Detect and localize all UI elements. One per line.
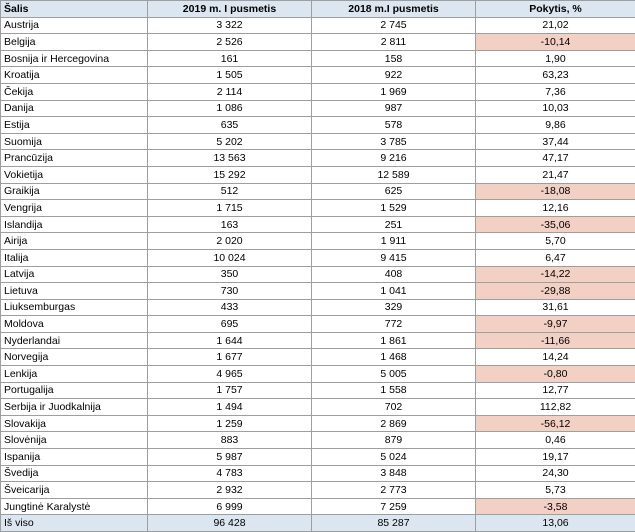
table-row xyxy=(1,249,635,266)
value-2019-cell: 6 999 xyxy=(148,498,312,515)
change-cell: -11,66 xyxy=(476,332,635,349)
value-2018-cell: 12 589 xyxy=(312,166,476,183)
country-cell: Italija xyxy=(1,249,148,266)
change-cell: 21,02 xyxy=(476,17,635,34)
change-cell: 37,44 xyxy=(476,133,635,150)
value-2019-cell: 1 677 xyxy=(148,349,312,366)
change-cell: 21,47 xyxy=(476,166,635,183)
value-2018-cell: 702 xyxy=(312,399,476,416)
column-header-2018: 2018 m.I pusmetis xyxy=(312,1,476,18)
value-2018-cell: 1 041 xyxy=(312,283,476,300)
value-2018-cell: 2 773 xyxy=(312,482,476,499)
table-row xyxy=(1,415,635,432)
country-cell: Kroatija xyxy=(1,67,148,84)
country-cell: Belgija xyxy=(1,34,148,51)
value-2018-cell: 987 xyxy=(312,100,476,117)
value-2019-cell: 512 xyxy=(148,183,312,200)
change-cell: -0,80 xyxy=(476,366,635,383)
table-row xyxy=(1,316,635,333)
change-cell: -18,08 xyxy=(476,183,635,200)
country-cell: Estija xyxy=(1,117,148,134)
value-2019-cell: 2 526 xyxy=(148,34,312,51)
change-cell: -10,14 xyxy=(476,34,635,51)
value-2018-cell: 3 848 xyxy=(312,465,476,482)
table-row xyxy=(1,200,635,217)
table-row xyxy=(1,299,635,316)
table-row xyxy=(1,216,635,233)
change-cell: 19,17 xyxy=(476,449,635,466)
change-cell: -56,12 xyxy=(476,415,635,432)
change-cell: 14,24 xyxy=(476,349,635,366)
table-row xyxy=(1,17,635,34)
table-row xyxy=(1,349,635,366)
value-2018-cell: 251 xyxy=(312,216,476,233)
table-row xyxy=(1,34,635,51)
change-cell: 10,03 xyxy=(476,100,635,117)
country-cell: Austrija xyxy=(1,17,148,34)
change-cell: 0,46 xyxy=(476,432,635,449)
country-cell: Čekija xyxy=(1,83,148,100)
country-cell: Airija xyxy=(1,233,148,250)
change-cell: 7,36 xyxy=(476,83,635,100)
country-cell: Jungtinė Karalystė xyxy=(1,498,148,515)
value-2019-cell: 695 xyxy=(148,316,312,333)
value-2018-cell: 772 xyxy=(312,316,476,333)
table-body xyxy=(1,17,635,515)
change-cell: -35,06 xyxy=(476,216,635,233)
change-cell: 6,47 xyxy=(476,249,635,266)
country-cell: Vengrija xyxy=(1,200,148,217)
column-header-country: Šalis xyxy=(1,1,148,18)
value-2018-cell: 158 xyxy=(312,50,476,67)
country-cell: Vokietija xyxy=(1,166,148,183)
value-2018-cell: 1 861 xyxy=(312,332,476,349)
country-cell: Švedija xyxy=(1,465,148,482)
value-2018-cell: 5 024 xyxy=(312,449,476,466)
change-cell: 12,77 xyxy=(476,382,635,399)
value-2019-cell: 15 292 xyxy=(148,166,312,183)
change-cell: -14,22 xyxy=(476,266,635,283)
country-cell: Graikija xyxy=(1,183,148,200)
value-2019-cell: 433 xyxy=(148,299,312,316)
value-2019-cell: 635 xyxy=(148,117,312,134)
table-row xyxy=(1,133,635,150)
change-cell: -29,88 xyxy=(476,283,635,300)
country-cell: Liuksemburgas xyxy=(1,299,148,316)
value-2018-cell: 1 558 xyxy=(312,382,476,399)
country-cell: Portugalija xyxy=(1,382,148,399)
table-row xyxy=(1,83,635,100)
value-2019-cell: 4 783 xyxy=(148,465,312,482)
value-2018-cell: 408 xyxy=(312,266,476,283)
total-row xyxy=(1,515,635,532)
change-cell: 112,82 xyxy=(476,399,635,416)
column-header-change: Pokytis, % xyxy=(476,1,635,18)
change-cell: 31,61 xyxy=(476,299,635,316)
country-cell: Lietuva xyxy=(1,283,148,300)
change-cell: 24,30 xyxy=(476,465,635,482)
table-row xyxy=(1,366,635,383)
value-2019-cell: 1 494 xyxy=(148,399,312,416)
total-2018: 85 287 xyxy=(312,515,476,532)
table-row xyxy=(1,382,635,399)
country-cell: Slovėnija xyxy=(1,432,148,449)
table-row xyxy=(1,482,635,499)
value-2019-cell: 1 757 xyxy=(148,382,312,399)
value-2019-cell: 1 259 xyxy=(148,415,312,432)
value-2018-cell: 1 529 xyxy=(312,200,476,217)
value-2018-cell: 2 811 xyxy=(312,34,476,51)
value-2019-cell: 161 xyxy=(148,50,312,67)
table-row xyxy=(1,266,635,283)
value-2019-cell: 4 965 xyxy=(148,366,312,383)
country-cell: Ispanija xyxy=(1,449,148,466)
table-row xyxy=(1,332,635,349)
value-2018-cell: 1 911 xyxy=(312,233,476,250)
value-2018-cell: 2 869 xyxy=(312,415,476,432)
table-row xyxy=(1,150,635,167)
table-row xyxy=(1,50,635,67)
table-row xyxy=(1,449,635,466)
change-cell: -9,97 xyxy=(476,316,635,333)
value-2018-cell: 7 259 xyxy=(312,498,476,515)
table-row xyxy=(1,465,635,482)
value-2019-cell: 730 xyxy=(148,283,312,300)
value-2019-cell: 883 xyxy=(148,432,312,449)
table-row xyxy=(1,100,635,117)
value-2019-cell: 2 020 xyxy=(148,233,312,250)
value-2019-cell: 5 202 xyxy=(148,133,312,150)
value-2018-cell: 578 xyxy=(312,117,476,134)
change-cell: 12,16 xyxy=(476,200,635,217)
change-cell: 5,70 xyxy=(476,233,635,250)
value-2019-cell: 1 086 xyxy=(148,100,312,117)
total-change: 13,06 xyxy=(476,515,635,532)
country-cell: Prancūzija xyxy=(1,150,148,167)
change-cell: 47,17 xyxy=(476,150,635,167)
value-2019-cell: 5 987 xyxy=(148,449,312,466)
country-cell: Suomija xyxy=(1,133,148,150)
value-2019-cell: 3 322 xyxy=(148,17,312,34)
value-2019-cell: 2 932 xyxy=(148,482,312,499)
country-cell: Šveicarija xyxy=(1,482,148,499)
value-2018-cell: 1 468 xyxy=(312,349,476,366)
country-cell: Norvegija xyxy=(1,349,148,366)
value-2018-cell: 879 xyxy=(312,432,476,449)
total-2019: 96 428 xyxy=(148,515,312,532)
value-2018-cell: 1 969 xyxy=(312,83,476,100)
value-2018-cell: 922 xyxy=(312,67,476,84)
table-row xyxy=(1,166,635,183)
table-row xyxy=(1,67,635,84)
value-2019-cell: 1 505 xyxy=(148,67,312,84)
value-2019-cell: 2 114 xyxy=(148,83,312,100)
country-cell: Nyderlandai xyxy=(1,332,148,349)
table-row xyxy=(1,399,635,416)
change-cell: 63,23 xyxy=(476,67,635,84)
value-2019-cell: 163 xyxy=(148,216,312,233)
value-2018-cell: 9 415 xyxy=(312,249,476,266)
country-cell: Bosnija ir Hercegovina xyxy=(1,50,148,67)
change-cell: 9,86 xyxy=(476,117,635,134)
table-row xyxy=(1,233,635,250)
value-2018-cell: 3 785 xyxy=(312,133,476,150)
table-row xyxy=(1,183,635,200)
value-2019-cell: 10 024 xyxy=(148,249,312,266)
value-2018-cell: 9 216 xyxy=(312,150,476,167)
value-2019-cell: 1 715 xyxy=(148,200,312,217)
header-row xyxy=(1,1,635,18)
value-2019-cell: 1 644 xyxy=(148,332,312,349)
table-row xyxy=(1,432,635,449)
change-cell: -3,58 xyxy=(476,498,635,515)
total-label: Iš viso xyxy=(1,515,148,532)
country-cell: Islandija xyxy=(1,216,148,233)
change-cell: 1,90 xyxy=(476,50,635,67)
country-cell: Latvija xyxy=(1,266,148,283)
table-row xyxy=(1,498,635,515)
country-cell: Lenkija xyxy=(1,366,148,383)
country-cell: Moldova xyxy=(1,316,148,333)
value-2019-cell: 13 563 xyxy=(148,150,312,167)
column-header-2019: 2019 m. I pusmetis xyxy=(148,1,312,18)
value-2018-cell: 329 xyxy=(312,299,476,316)
change-cell: 5,73 xyxy=(476,482,635,499)
value-2018-cell: 5 005 xyxy=(312,366,476,383)
value-2019-cell: 350 xyxy=(148,266,312,283)
country-cell: Slovakija xyxy=(1,415,148,432)
value-2018-cell: 2 745 xyxy=(312,17,476,34)
table-row xyxy=(1,117,635,134)
value-2018-cell: 625 xyxy=(312,183,476,200)
table-row xyxy=(1,283,635,300)
country-cell: Serbija ir Juodkalnija xyxy=(1,399,148,416)
country-cell: Danija xyxy=(1,100,148,117)
